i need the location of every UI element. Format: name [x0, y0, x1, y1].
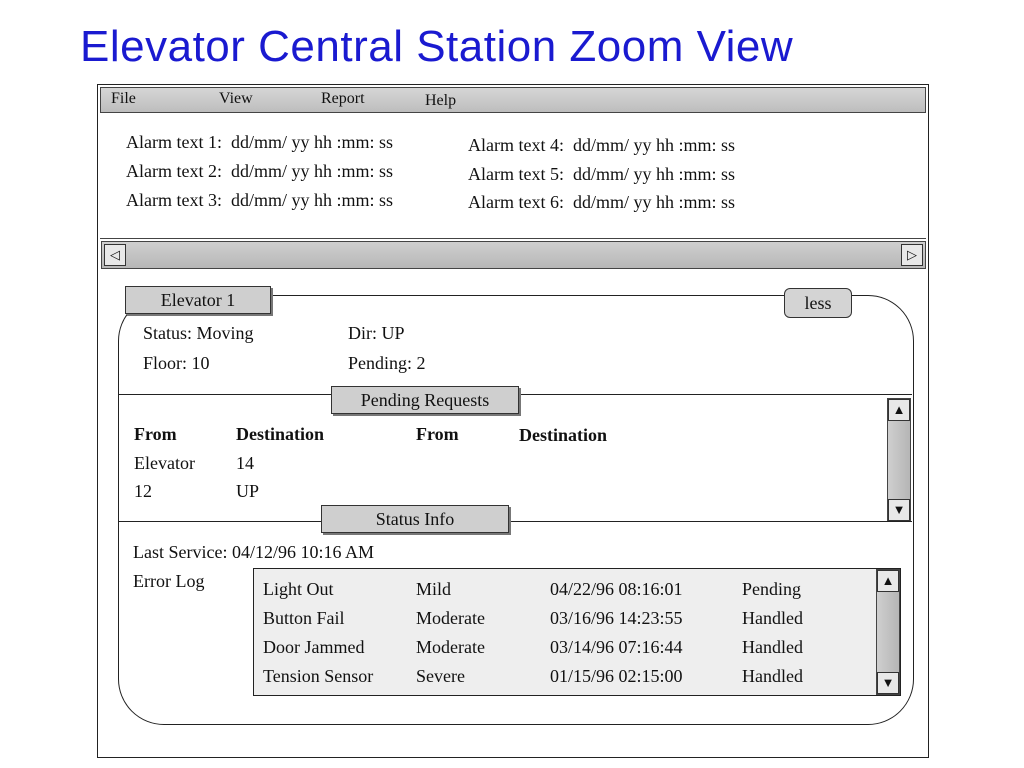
request-destination[interactable]: 14: [236, 453, 254, 473]
alarm-label: Alarm text 5:: [468, 164, 564, 184]
column-header-destination: Destination: [519, 425, 608, 445]
alarm-row[interactable]: [126, 132, 393, 153]
alarm-time: dd/mm/ yy hh :mm: ss: [230, 190, 394, 210]
alarm-time: dd/mm/ yy hh :mm: ss: [572, 164, 736, 184]
log-severity: Moderate: [416, 637, 485, 657]
error-log-scrollbar[interactable]: [876, 569, 900, 695]
divider: [118, 521, 912, 522]
alarm-row[interactable]: [126, 190, 393, 211]
request-from[interactable]: 12: [134, 481, 152, 501]
log-state: Handled: [742, 608, 803, 628]
scroll-right-icon[interactable]: ▷: [901, 244, 923, 266]
log-timestamp: 01/15/96 02:15:00: [550, 666, 683, 686]
alarm-label: Alarm text 3:: [126, 190, 222, 210]
log-state: Pending: [742, 579, 802, 599]
horizontal-scrollbar[interactable]: [101, 241, 926, 269]
log-state: Handled: [742, 666, 803, 686]
pending-requests-tab[interactable]: Pending Requests: [331, 386, 519, 414]
menu-report[interactable]: Report: [321, 90, 365, 107]
log-error: Button Fail: [263, 608, 345, 628]
alarm-label: Alarm text 4:: [468, 135, 564, 155]
elevator-pending-count: Pending: 2: [348, 353, 426, 373]
column-header-from: From: [134, 424, 177, 444]
log-error: Light Out: [263, 579, 334, 599]
alarm-label: Alarm text 2:: [126, 161, 222, 181]
alarm-time: dd/mm/ yy hh :mm: ss: [230, 132, 394, 152]
request-from[interactable]: Elevator: [134, 453, 195, 473]
alarm-list: [100, 112, 926, 239]
column-header-destination: Destination: [236, 424, 325, 444]
alarm-row[interactable]: [468, 164, 735, 185]
menu-help[interactable]: Help: [425, 92, 457, 109]
log-timestamp: 03/16/96 14:23:55: [550, 608, 683, 628]
scroll-down-icon[interactable]: ▼: [888, 499, 910, 521]
log-state: Handled: [742, 637, 803, 657]
log-severity: Severe: [416, 666, 465, 686]
alarm-label: Alarm text 6:: [468, 192, 564, 212]
log-error: Tension Sensor: [263, 666, 374, 686]
alarm-time: dd/mm/ yy hh :mm: ss: [230, 161, 394, 181]
log-timestamp: 04/22/96 08:16:01: [550, 579, 683, 599]
status-info-tab[interactable]: Status Info: [321, 505, 509, 533]
less-button[interactable]: less: [784, 288, 852, 318]
scroll-up-icon[interactable]: ▲: [877, 570, 899, 592]
elevator-floor: Floor: 10: [143, 353, 210, 373]
error-log-row[interactable]: [254, 633, 874, 662]
alarm-row[interactable]: [126, 161, 393, 182]
menu-file[interactable]: File: [111, 90, 136, 107]
error-log-row[interactable]: [254, 662, 874, 691]
scroll-left-icon[interactable]: ◁: [104, 244, 126, 266]
pending-requests-scrollbar[interactable]: [887, 398, 911, 522]
log-severity: Mild: [416, 579, 452, 599]
menu-bar: [100, 87, 926, 113]
scroll-down-icon[interactable]: ▼: [877, 672, 899, 694]
error-log-list[interactable]: [253, 568, 901, 696]
menu-view[interactable]: View: [219, 90, 253, 107]
elevator-tab[interactable]: Elevator 1: [125, 286, 271, 314]
error-log-row[interactable]: [254, 575, 874, 604]
alarm-row[interactable]: [468, 135, 735, 156]
request-destination[interactable]: UP: [236, 481, 260, 501]
log-severity: Moderate: [416, 608, 485, 628]
error-log-label: Error Log: [133, 571, 205, 591]
slide-title: Elevator Central Station Zoom View: [80, 22, 794, 71]
elevator-status: Status: Moving: [143, 323, 254, 343]
last-service: Last Service: 04/12/96 10:16 AM: [133, 542, 374, 562]
column-header-from: From: [416, 424, 459, 444]
log-timestamp: 03/14/96 07:16:44: [550, 637, 683, 657]
alarm-time: dd/mm/ yy hh :mm: ss: [572, 135, 736, 155]
alarm-row[interactable]: [468, 192, 735, 213]
alarm-time: dd/mm/ yy hh :mm: ss: [572, 192, 736, 212]
log-error: Door Jammed: [263, 637, 365, 657]
error-log-row[interactable]: [254, 604, 874, 633]
scroll-up-icon[interactable]: ▲: [888, 399, 910, 421]
elevator-direction: Dir: UP: [348, 323, 405, 343]
alarm-label: Alarm text 1:: [126, 132, 222, 152]
